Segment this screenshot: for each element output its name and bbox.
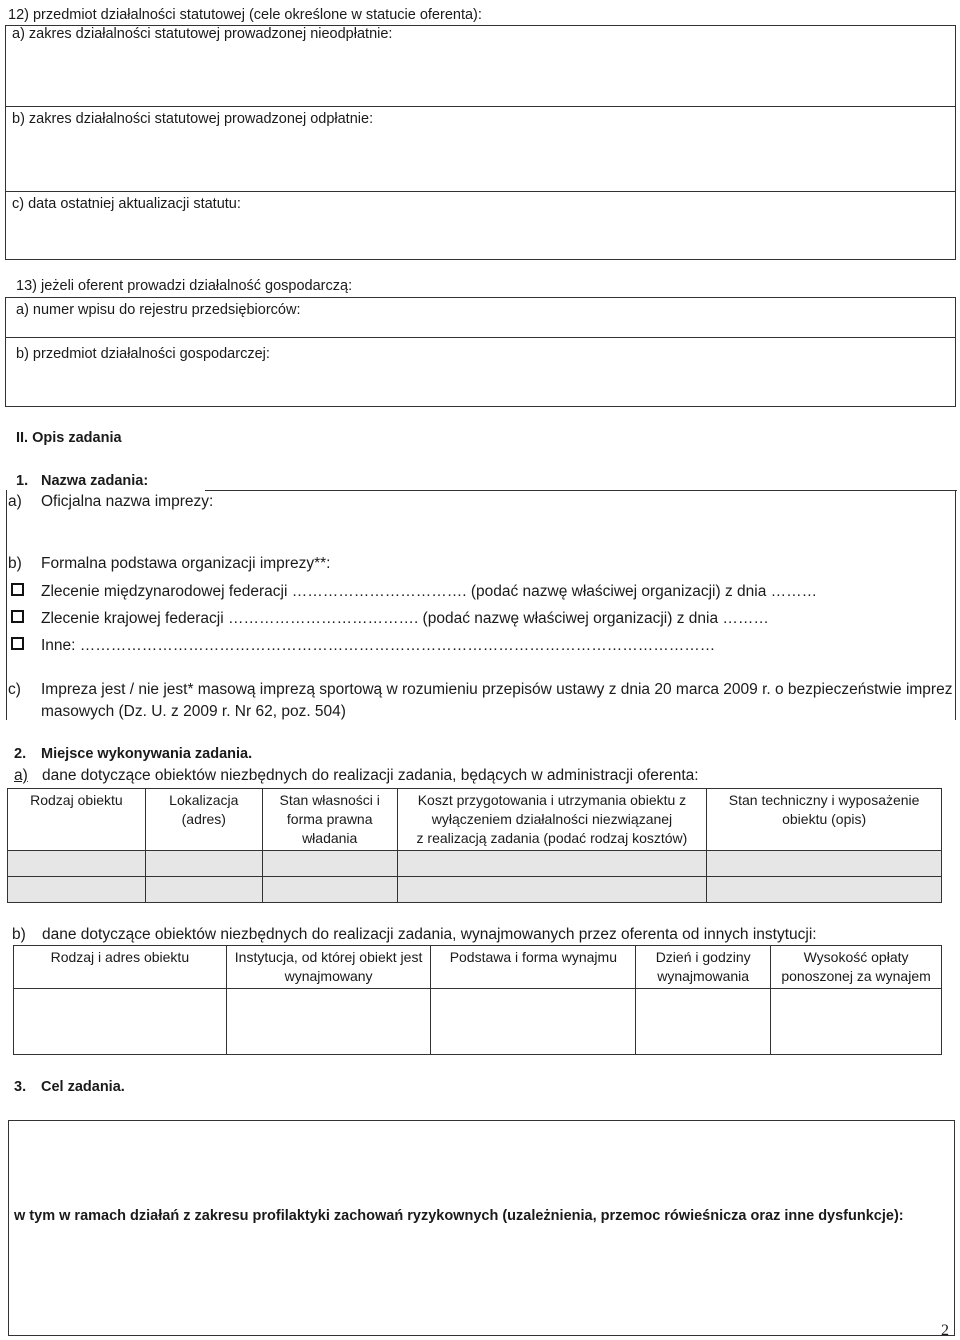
table-cell[interactable] xyxy=(262,877,397,903)
table-cell[interactable] xyxy=(707,877,942,903)
header-cell: Instytucja, od której obiekt jest wynajmowany xyxy=(226,946,431,989)
table-row xyxy=(14,989,942,1055)
option-other: Inne: …………………………………………………………………………………………………………… xyxy=(41,637,716,654)
checkbox-other[interactable] xyxy=(11,637,24,650)
section12-a-label: a) zakres działalności statutowej prowadzonej nieodpłatnie: xyxy=(12,26,393,42)
n1-box-top xyxy=(205,490,957,491)
table-cell[interactable] xyxy=(397,851,707,877)
section12-c-label: c) data ostatniej aktualizacji statutu: xyxy=(12,196,241,212)
table-cell[interactable] xyxy=(145,877,262,903)
table-row xyxy=(8,851,942,877)
n2-b-text: dane dotyczące obiektów niezbędnych do realizacji zadania, wynajmowanych przez oferenta od innych instytucji: xyxy=(42,926,817,943)
n3-number: 3. xyxy=(14,1079,27,1095)
section13-title: 13) jeżeli oferent prowadzi działalność gospodarczą: xyxy=(16,278,353,294)
section12-title: 12) przedmiot działalności statutowej (cele określone w statucie oferenta): xyxy=(8,7,482,23)
table-cell[interactable] xyxy=(636,989,771,1055)
table-cell[interactable] xyxy=(431,989,636,1055)
n3-title: Cel zadania. xyxy=(41,1079,125,1095)
divider xyxy=(5,191,956,192)
table-cell[interactable] xyxy=(8,877,146,903)
n2-title: Miejsce wykonywania zadania. xyxy=(41,746,253,762)
table-row xyxy=(8,877,942,903)
header-cell: Podstawa i forma wynajmu xyxy=(431,946,636,989)
table-cell[interactable] xyxy=(14,989,227,1055)
divider xyxy=(5,337,956,338)
table-cell[interactable] xyxy=(707,851,942,877)
section12-box xyxy=(5,25,956,260)
n1-c-letter: c) xyxy=(8,681,21,698)
option-international-federation: Zlecenie międzynarodowej federacji ……………………………. (podać nazwę właściwej organizacji) z dnia ……… xyxy=(41,583,818,600)
checkbox-national-federation[interactable] xyxy=(11,610,24,623)
n3-box-top xyxy=(8,1120,955,1121)
n1-b-text: Formalna podstawa organizacji imprezy**: xyxy=(41,555,331,572)
table-cell[interactable] xyxy=(771,989,942,1055)
section13-b-label: b) przedmiot działalności gospodarczej: xyxy=(16,346,270,362)
n1-b-letter: b) xyxy=(8,555,22,572)
n2-a-text: dane dotyczące obiektów niezbędnych do realizacji zadania, będących w administracji oferenta: xyxy=(42,767,699,784)
n1-c-line2: masowych (Dz. U. z 2009 r. Nr 62, poz. 504) xyxy=(41,703,346,720)
n1-a-letter: a) xyxy=(8,493,22,510)
header-cell: Dzień i godziny wynajmowania xyxy=(636,946,771,989)
n1-c-line1: Impreza jest / nie jest* masową imprezą sportową w rozumieniu przepisów ustawy z dnia 20 marca 2009 r. o bezpieczeństwie imprez xyxy=(41,681,953,698)
table-cell[interactable] xyxy=(8,851,146,877)
n1-title: Nazwa zadania: xyxy=(41,473,149,489)
part2-heading: II. Opis zadania xyxy=(16,430,122,446)
header-cell: Stan techniczny i wyposażenie obiektu (opis) xyxy=(707,789,942,851)
n3-box-bottom xyxy=(8,1335,955,1336)
n2-b-letter: b) xyxy=(12,926,26,943)
n1-box-left xyxy=(6,490,7,720)
header-cell: Koszt przygotowania i utrzymania obiektu z wyłączeniem działalności niezwiązanej z realizacją zadania (podać rodzaj kosztów) xyxy=(397,789,707,851)
table-row xyxy=(8,789,942,851)
section13-a-label: a) numer wpisu do rejestru przedsiębiorców: xyxy=(16,302,301,318)
n3-box-left xyxy=(8,1120,9,1336)
n3-sub: w tym w ramach działań z zakresu profilaktyki zachowań ryzykownych (uzależnienia, przemoc rówieśnicza oraz inne dysfunkcje): xyxy=(14,1208,904,1224)
header-cell: Rodzaj obiektu xyxy=(8,789,146,851)
header-cell: Stan własności i forma prawna władania xyxy=(262,789,397,851)
n1-a-text: Oficjalna nazwa imprezy: xyxy=(41,493,214,510)
header-cell: Lokalizacja (adres) xyxy=(145,789,262,851)
table-row xyxy=(14,946,942,989)
header-cell: Rodzaj i adres obiektu xyxy=(14,946,227,989)
n2-a-letter: a) xyxy=(14,767,28,784)
section12-b-label: b) zakres działalności statutowej prowadzonej odpłatnie: xyxy=(12,111,374,127)
table-rented-objects xyxy=(13,945,942,1055)
divider xyxy=(5,106,956,107)
n3-box-right xyxy=(954,1120,955,1336)
n1-number: 1. xyxy=(16,473,29,489)
n2-number: 2. xyxy=(14,746,27,762)
table-cell[interactable] xyxy=(397,877,707,903)
table-cell[interactable] xyxy=(226,989,431,1055)
page-number: 2 xyxy=(941,1322,949,1339)
header-cell: Wysokość opłaty ponoszonej za wynajem xyxy=(771,946,942,989)
n1-box-right xyxy=(955,490,956,720)
table-owned-objects xyxy=(7,788,942,903)
table-cell[interactable] xyxy=(145,851,262,877)
table-cell[interactable] xyxy=(262,851,397,877)
option-national-federation: Zlecenie krajowej federacji ………………………………. (podać nazwę właściwej organizacji) z dnia ……… xyxy=(41,610,769,627)
checkbox-international-federation[interactable] xyxy=(11,583,24,596)
